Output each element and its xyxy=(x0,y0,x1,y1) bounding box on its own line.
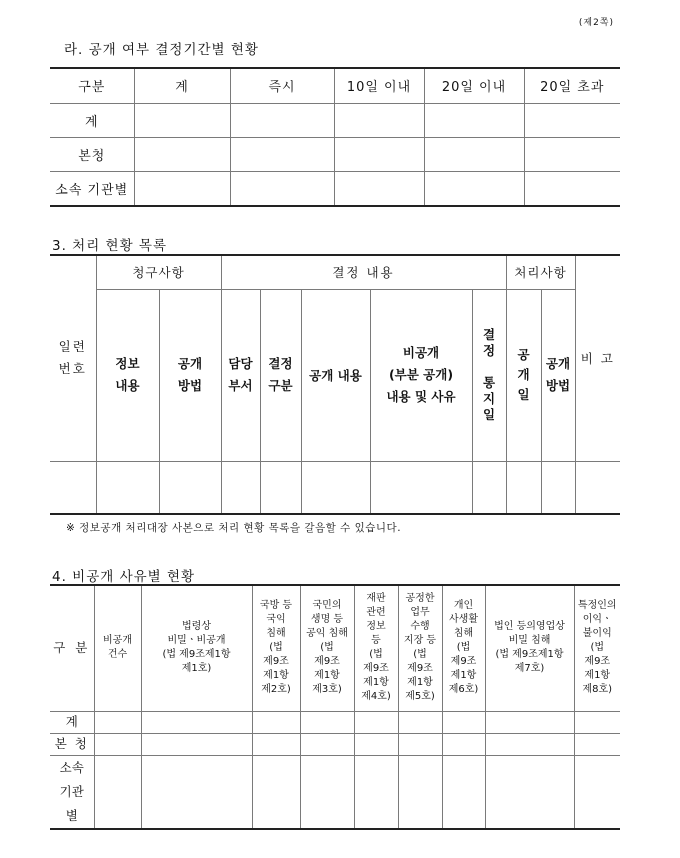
cell[interactable] xyxy=(398,711,442,733)
row-label-affiliated: 소속 기관별 xyxy=(50,171,134,206)
decision-group-header: 결정 내용 xyxy=(221,255,506,289)
cell[interactable] xyxy=(300,711,354,733)
cell[interactable] xyxy=(141,755,252,829)
reason-4-header: 재판 관련 정보 등 (법 제9조 제1항 제4호) xyxy=(354,585,398,711)
row-label-affiliated: 소속 기관 별 xyxy=(50,755,94,829)
header-within-20: 20일 이내 xyxy=(424,68,524,103)
non-disclosure-count-header: 비공개 건수 xyxy=(94,585,141,711)
cell[interactable] xyxy=(134,137,230,171)
cell[interactable] xyxy=(354,711,398,733)
table-row xyxy=(50,733,620,755)
cell[interactable] xyxy=(334,103,424,137)
cell[interactable] xyxy=(472,461,506,514)
department-header: 담당 부서 xyxy=(221,289,260,461)
table-row xyxy=(50,755,620,829)
cell[interactable] xyxy=(230,137,334,171)
disclosure-date-header: 공 개 일 xyxy=(506,289,541,461)
row-label-headquarters: 본청 xyxy=(50,137,134,171)
header-category: 구분 xyxy=(50,68,134,103)
serial-number-header: 일련 번호 xyxy=(50,255,96,461)
cell[interactable] xyxy=(230,171,334,206)
cell[interactable] xyxy=(442,733,485,755)
header-immediate: 즉시 xyxy=(230,68,334,103)
cell[interactable] xyxy=(354,755,398,829)
cell[interactable] xyxy=(442,755,485,829)
reason-1-header: 법령상 비밀ㆍ비공개 (법 제9조제1항 제1호) xyxy=(141,585,252,711)
cell[interactable] xyxy=(354,733,398,755)
reason-8-header: 특정인의 이익ㆍ 불이익 (법 제9조 제1항 제8호) xyxy=(574,585,620,711)
cell[interactable] xyxy=(94,711,141,733)
reason-2-header: 국방 등 국익 침해 (법 제9조 제1항 제2호) xyxy=(252,585,300,711)
cell[interactable] xyxy=(398,755,442,829)
cell[interactable] xyxy=(221,461,260,514)
cell[interactable] xyxy=(134,171,230,206)
request-method-header: 공개 방법 xyxy=(159,289,221,461)
cell[interactable] xyxy=(574,755,620,829)
cell[interactable] xyxy=(485,755,574,829)
cell[interactable] xyxy=(301,461,370,514)
non-disclosure-reason-header: 비공개 (부분 공개) 내용 및 사유 xyxy=(370,289,472,461)
info-content-header: 정보 내용 xyxy=(96,289,159,461)
cell[interactable] xyxy=(485,733,574,755)
cell[interactable] xyxy=(230,103,334,137)
cell[interactable] xyxy=(252,733,300,755)
cell[interactable] xyxy=(300,733,354,755)
cell[interactable] xyxy=(541,461,575,514)
cell[interactable] xyxy=(370,461,472,514)
cell[interactable] xyxy=(260,461,301,514)
cell[interactable] xyxy=(574,733,620,755)
cell[interactable] xyxy=(424,171,524,206)
cell[interactable] xyxy=(134,103,230,137)
section-3-title: 3. 처리 현황 목록 xyxy=(52,238,167,254)
reason-6-header: 개인 사생활 침해 (법 제9조 제1항 제6호) xyxy=(442,585,485,711)
request-group-header: 청구사항 xyxy=(96,255,221,289)
processing-note: ※ 정보공개 처리대장 사본으로 처리 현황 목록을 갈음할 수 있습니다. xyxy=(66,522,402,534)
header-within-10: 10일 이내 xyxy=(334,68,424,103)
table-row xyxy=(50,171,620,206)
row-label-total: 계 xyxy=(50,103,134,137)
decision-type-header: 결정 구분 xyxy=(260,289,301,461)
cell[interactable] xyxy=(524,103,620,137)
process-group-header: 처리사항 xyxy=(506,255,575,289)
reason-7-header: 법인 등의영업상 비밀 침해 (법 제9조제1항 제7호) xyxy=(485,585,574,711)
page-number: (제2쪽) xyxy=(578,18,614,28)
header-total: 계 xyxy=(134,68,230,103)
cell[interactable] xyxy=(575,461,620,514)
cell[interactable] xyxy=(506,461,541,514)
row-label-total: 계 xyxy=(50,711,94,733)
row-label-headquarters: 본 청 xyxy=(50,733,94,755)
non-disclosure-reason-table xyxy=(50,584,620,830)
cell[interactable] xyxy=(50,461,96,514)
table-row xyxy=(50,711,620,733)
cell[interactable] xyxy=(252,755,300,829)
decision-period-table xyxy=(50,67,620,207)
cell[interactable] xyxy=(442,711,485,733)
cell[interactable] xyxy=(96,461,159,514)
table-row xyxy=(50,103,620,137)
disclosure-content-header: 공개 내용 xyxy=(301,289,370,461)
cell[interactable] xyxy=(141,733,252,755)
process-method-header: 공개 방법 xyxy=(541,289,575,461)
section-4-title: 4. 비공개 사유별 현황 xyxy=(52,569,196,585)
cell[interactable] xyxy=(574,711,620,733)
processing-list-table xyxy=(50,254,620,515)
cell[interactable] xyxy=(334,137,424,171)
cell[interactable] xyxy=(94,733,141,755)
cell[interactable] xyxy=(424,103,524,137)
cell[interactable] xyxy=(485,711,574,733)
cell[interactable] xyxy=(252,711,300,733)
cell[interactable] xyxy=(159,461,221,514)
cell[interactable] xyxy=(334,171,424,206)
table-row xyxy=(50,137,620,171)
cell[interactable] xyxy=(524,137,620,171)
section-ra-title: 라. 공개 여부 결정기간별 현황 xyxy=(64,42,259,58)
decision-notice-date-header: 결 정 통 지 일 xyxy=(472,289,506,461)
table-row xyxy=(50,461,620,514)
reason-5-header: 공정한 업무 수행 지장 등 (법 제9조 제1항 제5호) xyxy=(398,585,442,711)
cell[interactable] xyxy=(398,733,442,755)
cell[interactable] xyxy=(524,171,620,206)
remark-header: 비 고 xyxy=(575,255,620,461)
category-header: 구 분 xyxy=(50,585,94,711)
cell[interactable] xyxy=(141,711,252,733)
cell[interactable] xyxy=(94,755,141,829)
header-over-20: 20일 초과 xyxy=(524,68,620,103)
cell[interactable] xyxy=(424,137,524,171)
cell[interactable] xyxy=(300,755,354,829)
reason-3-header: 국민의 생명 등 공익 침해 (법 제9조 제1항 제3호) xyxy=(300,585,354,711)
